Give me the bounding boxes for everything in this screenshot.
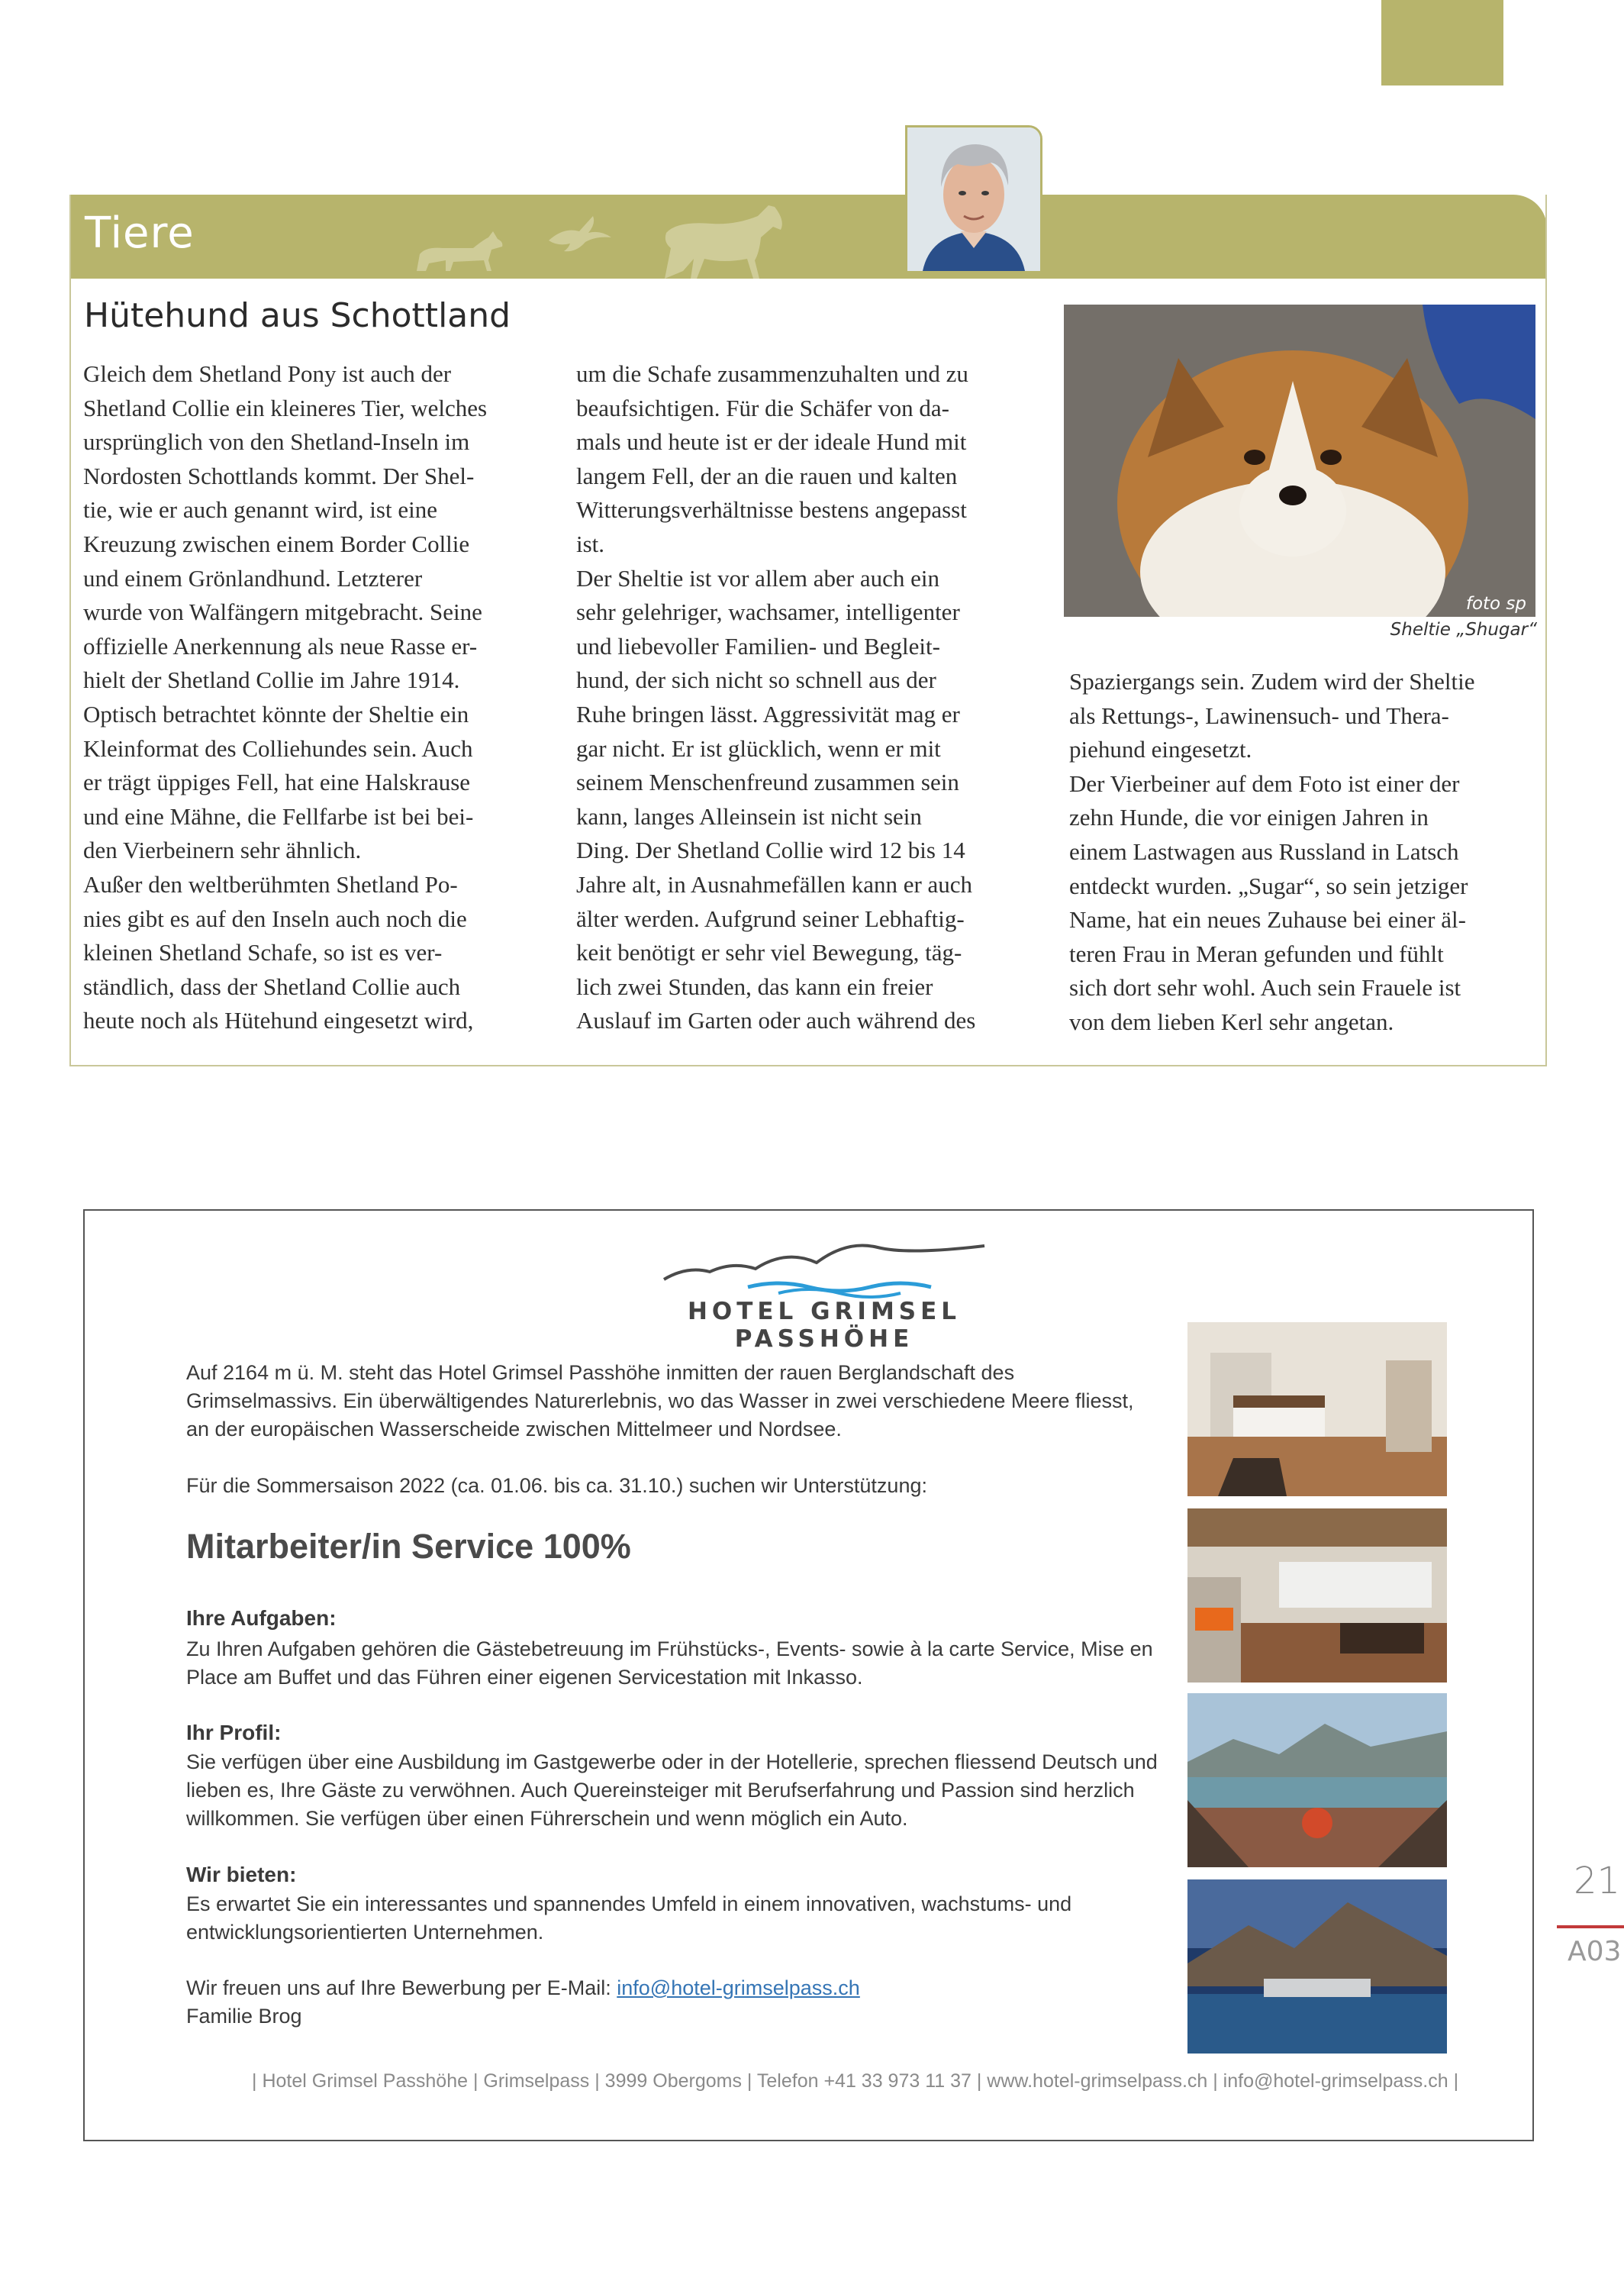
apply-email-link[interactable]: info@hotel-grimselpass.ch <box>617 1976 860 1999</box>
article-column-2: um die Schafe zusammenzuhalten und zu beaufsichtigen. Für die Schäfer von da- mals und heute ist er der ideale Hund mit langem Fell, der an die rauen und kalten Witterungsverhältnisse bestens angepasst ist. Der Sheltie ist vor allem aber auch ein sehr gelehriger, wachsamer, intelligenter und liebevoller Familien- und Begleit- hund, der sich nicht so schnell aus der Ruhe bringen lässt. Aggressivität mag er gar nicht. Er ist glücklich, wenn er mit seinem Menschenfreund zusammen sein kann, langes Alleinsein ist nicht sein Ding. Der Shetland Collie wird 12 bis 14 Jahre alt, in Ausnahmefällen kann er auch älter werden. Aufgrund seiner Lebhaftig- keit benötigt er sehr viel Bewegung, täg- lich zwei Stunden, das kann ein freier Auslauf im Garten oder auch während des <box>576 360 976 1034</box>
author-portrait <box>905 125 1042 273</box>
signature: Familie Brog <box>186 2005 302 2028</box>
page-code: A03 <box>1568 1936 1622 1967</box>
profile-heading: Ihr Profil: <box>186 1721 282 1744</box>
ad-season: Für die Sommersaison 2022 (ca. 01.06. bis ca. 31.10.) suchen wir Unterstützung: <box>186 1474 927 1497</box>
sheltie-photo <box>1064 305 1535 617</box>
ad-intro: Auf 2164 m ü. M. steht das Hotel Grimsel Passhöhe inmitten der rauen Berglandschaft des Grimselmassivs. Ein überwältigendes Naturerlebnis, wo das Wasser in zwei verschiedene Meere fliesst, an der europäischen Wasserscheide zwischen Mittelmeer und Nordsee. <box>186 1361 1134 1441</box>
offer-text: Es erwartet Sie ein interessantes und spannendes Umfeld in einem innovativen, wachstums- und entwicklungsorientierten Unternehmen. <box>186 1892 1072 1944</box>
offer-heading: Wir bieten: <box>186 1863 297 1886</box>
hotel-restaurant-photo <box>1187 1508 1447 1683</box>
ad-footer-contact: | Hotel Grimsel Passhöhe | Grimselpass | 3999 Obergoms | Telefon +41 33 973 11 37 | www.hotel-grimselpass.ch | info@hotel-grimselpass.ch | <box>252 2070 1459 2092</box>
grimsel-lake-photo <box>1187 1879 1447 2054</box>
page-corner-tab <box>1381 0 1503 85</box>
photo-credit: foto sp <box>1465 594 1526 614</box>
section-title: Tiere <box>85 208 195 258</box>
page-number: 21 <box>1574 1860 1621 1902</box>
hotel-terrace-photo <box>1187 1693 1447 1867</box>
tasks-text: Zu Ihren Aufgaben gehören die Gästebetreuung im Frühstücks-, Events- sowie à la carte Service, Mise en Place am Buffet und das Führen einer eigenen Servicestation mit Inkasso. <box>186 1637 1153 1689</box>
apply-text: Wir freuen uns auf Ihre Bewerbung per E-Mail: info@hotel-grimselpass.ch Familie Brog <box>186 1974 860 2031</box>
page-number-rule <box>1557 1925 1624 1928</box>
article-column-1: Gleich dem Shetland Pony ist auch der Shetland Collie ein kleineres Tier, welches ursprünglich von den Shetland-Inseln im Nordosten Schottlands kommt. Der Shel- tie, wie er auch genannt wird, ist eine Kreuzung zwischen einem Border Collie und einem Grönlandhund. Letzterer wurde von Walfängern mitgebracht. Seine offizielle Anerkennung als neue Rasse er- hielt der Shetland Collie im Jahre 1914. Optisch betrachtet könnte der Sheltie ein Kleinformat des Colliehundes sein. Auch er trägt üppiges Fell, hat eine Halskrause und eine Mähne, die Fellfarbe ist bei bei- den Vierbeinern sehr ähnlich. Außer den weltberühmten Shetland Po- nies gibt es auf den Inseln auch noch die kleinen Shetland Schafe, so ist es ver- ständlich, dass der Shetland Collie auch heute noch als Hütehund eingesetzt wird, <box>83 360 488 1034</box>
article-column-3: Spaziergangs sein. Zudem wird der Sheltie als Rettungs-, Lawinensuch- und Thera- piehund eingesetzt. Der Vierbeiner auf dem Foto ist einer der zehn Hunde, die vor einigen Jahren in einem Lastwagen aus Russland in Latsch entdeckt wurden. „Sugar“, so sein jetziger Name, hat ein neues Zuhause bei einer äl- teren Frau in Meran gefunden und fühlt sich dort sehr wohl. Auch sein Frauele ist von dem lieben Kerl sehr angetan. <box>1069 668 1475 1035</box>
tasks-heading: Ihre Aufgaben: <box>186 1606 337 1630</box>
hotel-name: HOTEL GRIMSEL PASSHÖHE <box>687 1298 962 1353</box>
job-title: Mitarbeiter/in Service 100% <box>186 1527 631 1566</box>
photo-caption: Sheltie „Shugar“ <box>1390 620 1537 640</box>
article-title: Hütehund aus Schottland <box>84 296 511 335</box>
hotel-room-photo <box>1187 1322 1447 1496</box>
hotel-mountain-logo <box>656 1234 992 1302</box>
profile-text: Sie verfügen über eine Ausbildung im Gastgewerbe oder in der Hotellerie, sprechen fliessend Deutsch und lieben es, Ihre Gäste zu verwöhnen. Auch Quereinsteiger mit Berufserfahrung und Passion sind herzlich willkommen. Sie verfügen über einen Führerschein und wenn möglich ein Auto. <box>186 1750 1158 1830</box>
